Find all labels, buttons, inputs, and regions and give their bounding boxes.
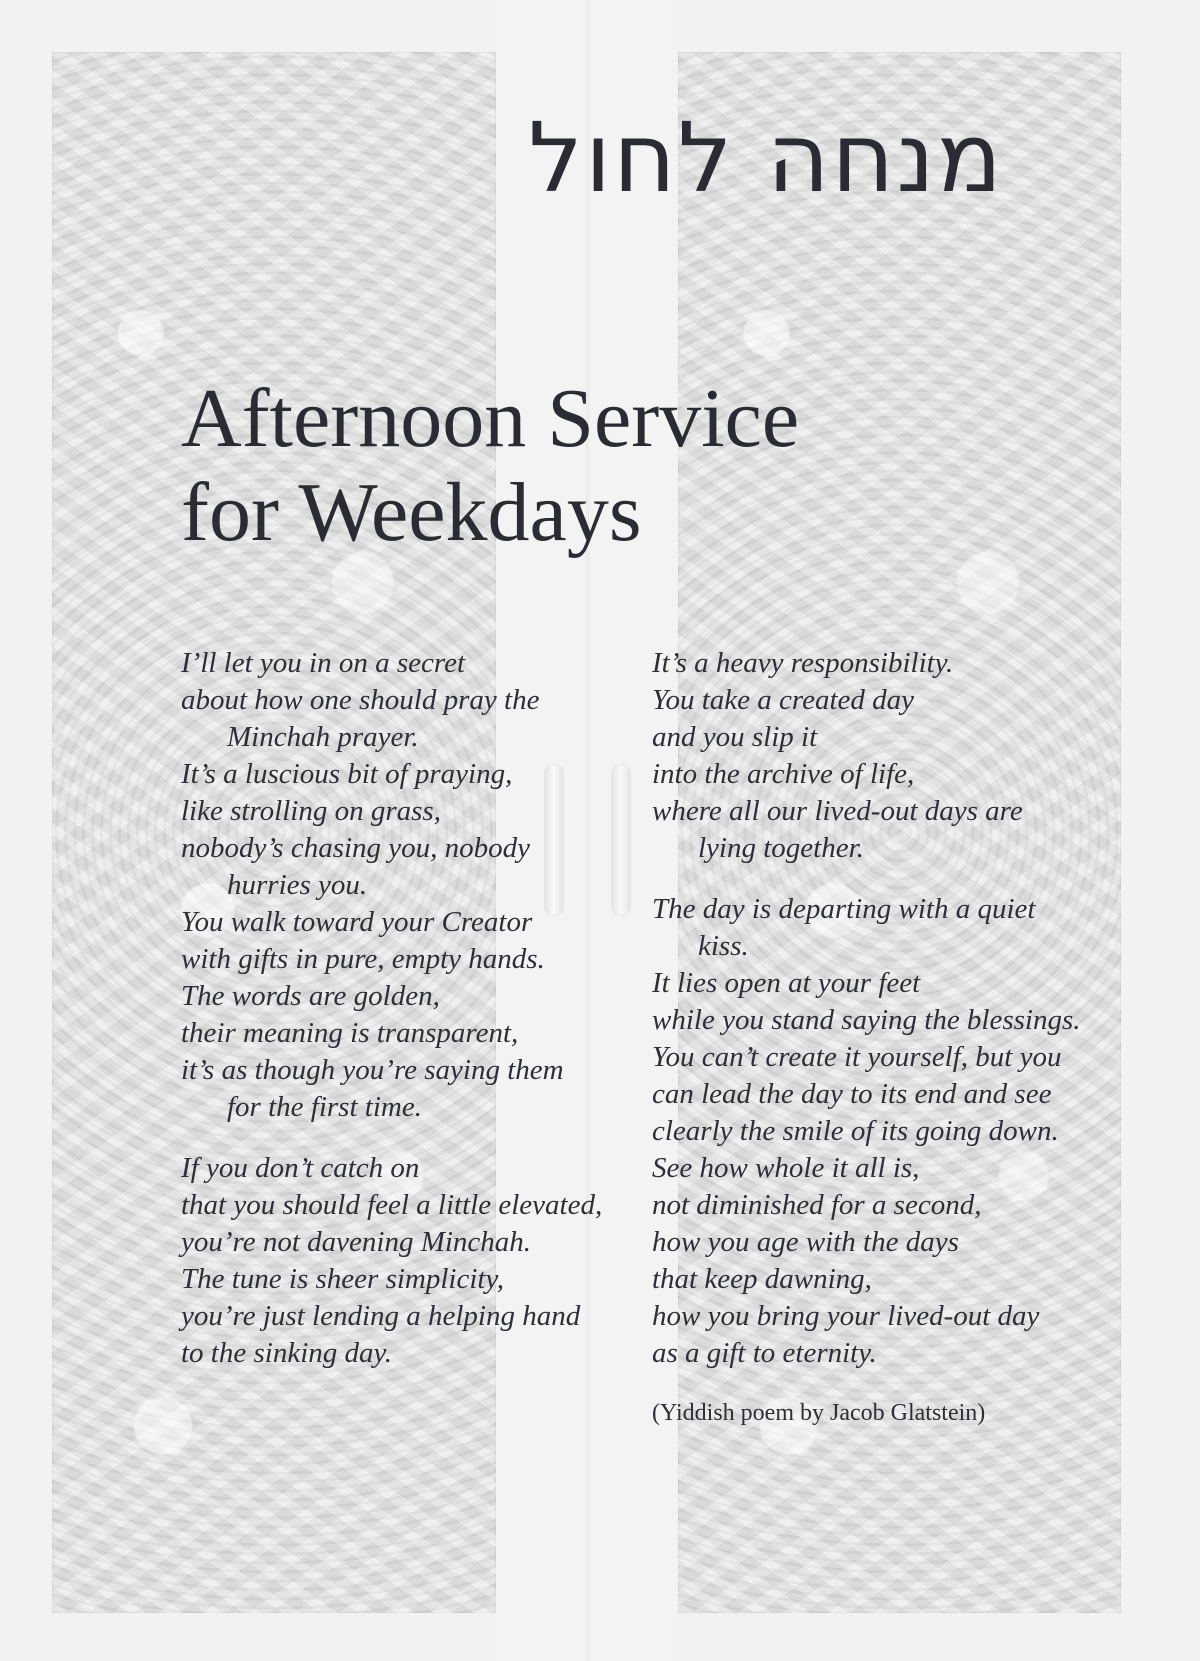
poem-line: that keep dawning, <box>652 1263 872 1295</box>
poem-stanza <box>181 645 621 1126</box>
poem-line: how you age with the days <box>652 1226 959 1258</box>
poem-credit: (Yiddish poem by Jacob Glatstein) <box>652 1400 986 1426</box>
poem-line: their meaning is transparent, <box>181 1017 519 1049</box>
poem-line: you’re just lending a helping hand <box>181 1300 581 1332</box>
page-title-line-2: for Weekdays <box>181 466 642 559</box>
poem-line: not diminished for a second, <box>652 1189 982 1221</box>
poem-line: It lies open at your feet <box>652 967 921 999</box>
poem-line: See how whole it all is, <box>652 1152 920 1184</box>
poem-line: as a gift to eternity. <box>652 1337 877 1369</box>
poem-line: The tune is sheer simplicity, <box>181 1263 504 1295</box>
poem-line: Minchah prayer. <box>227 721 419 753</box>
poem-line: it’s as though you’re saying them <box>181 1054 564 1086</box>
poem-line: You can’t create it yourself, but you <box>652 1041 1062 1073</box>
poem-line: It’s a heavy responsibility. <box>652 647 954 679</box>
poem-line: nobody’s chasing you, nobody <box>181 832 531 864</box>
poem-column-left <box>181 645 621 1396</box>
poem-line: You take a created day <box>652 684 915 716</box>
poem-line: The day is departing with a quiet <box>652 893 1036 925</box>
poem-line: with gifts in pure, empty hands. <box>181 943 545 975</box>
poem-line: like strolling on grass, <box>181 795 441 827</box>
page-title <box>181 372 799 560</box>
poem-line: for the first time. <box>227 1091 422 1123</box>
poem-line: where all our lived-out days are <box>652 795 1023 827</box>
poem-line: to the sinking day. <box>181 1337 393 1369</box>
poem-line: lying together. <box>698 832 864 864</box>
poem-stanza <box>652 891 1122 1372</box>
poem-stanza <box>652 645 1122 867</box>
poem-line: into the archive of life, <box>652 758 915 790</box>
poem-line: kiss. <box>698 930 749 962</box>
poem-line: If you don’t catch on <box>181 1152 420 1184</box>
poem-line: you’re not davening Minchah. <box>181 1226 532 1258</box>
poem-line: hurries you. <box>227 869 368 901</box>
poem-line: can lead the day to its end and see <box>652 1078 1052 1110</box>
poem-line: how you bring your lived-out day <box>652 1300 1040 1332</box>
poem-line: and you slip it <box>652 721 818 753</box>
poem-line: You walk toward your Creator <box>181 906 533 938</box>
poem-line: clearly the smile of its going down. <box>652 1115 1059 1147</box>
poem-line: about how one should pray the <box>181 684 540 716</box>
poem-line: I’ll let you in on a secret <box>181 647 466 679</box>
poem-line: The words are golden, <box>181 980 440 1012</box>
poem-line: It’s a luscious bit of praying, <box>181 758 513 790</box>
poem-line: while you stand saying the blessings. <box>652 1004 1081 1036</box>
poem-line: that you should feel a little elevated, <box>181 1189 603 1221</box>
poem-column-right <box>652 645 1122 1428</box>
poem-stanza <box>181 1150 621 1372</box>
page-title-line-1: Afternoon Service <box>181 372 800 465</box>
hebrew-title: מנחה לחול <box>528 102 1004 214</box>
